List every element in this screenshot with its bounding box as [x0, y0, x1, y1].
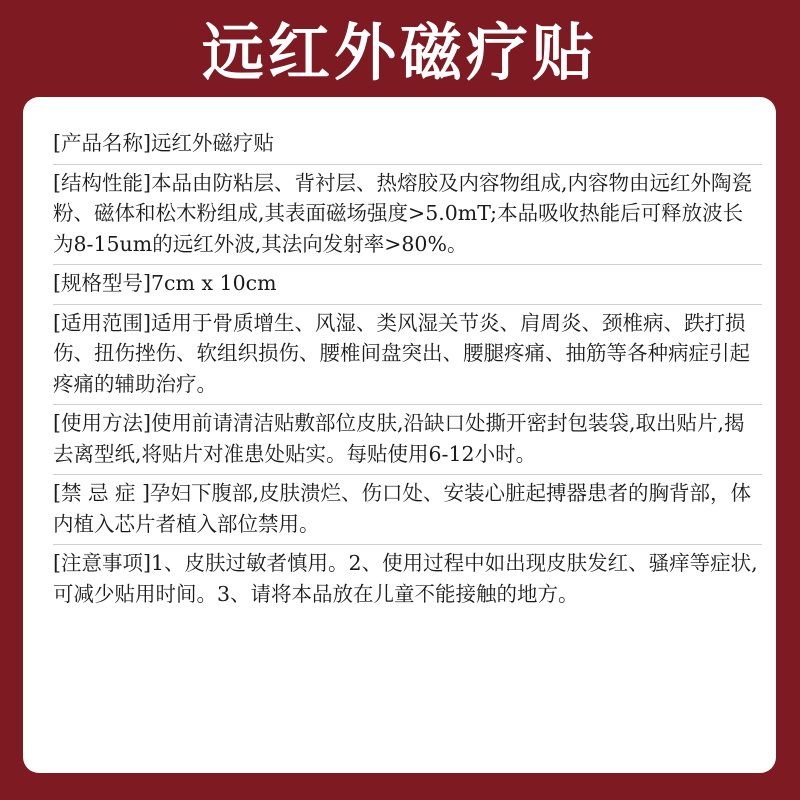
page-title: 远红外磁疗贴	[201, 16, 598, 89]
section-text: [适用范围]适用于骨质增生、风湿、类风湿关节炎、肩周炎、颈椎病、跌打损伤、扭伤挫伤、软组织损伤、腰椎间盘突出、腰腿疼痛、抽筋等各种病症引起疼痛的辅助治疗。	[53, 310, 750, 396]
section-usage-method	[53, 405, 762, 475]
section-text: [规格型号]7cm x 10cm	[53, 271, 277, 295]
section-scope-of-use	[53, 305, 762, 406]
section-text: [注意事项]1、皮肤过敏者慎用。2、使用过程中如出现皮肤发红、骚痒等症状,可减少贴用时间。3、请将本品放在儿童不能接触的地方。	[53, 551, 758, 606]
section-text: [禁 忌 症 ]孕妇下腹部,皮肤溃烂、伤口处、安装心脏起搏器患者的胸背部，体内植入芯片者植入部位禁用。	[53, 481, 752, 536]
section-specification	[53, 265, 762, 305]
section-text: [结构性能]本品由防粘层、背衬层、热熔胶及内容物组成,内容物由远红外陶瓷粉、磁体和松木粉组成,其表面磁场强度>5.0mT;本品吸收热能后可释放波长为8-15um的远红外波,其法向发射率>80%。	[53, 170, 753, 256]
section-text: [产品名称]远红外磁疗贴	[53, 131, 274, 155]
section-text: [使用方法]使用前请清洁贴敷部位皮肤,沿缺口处撕开密封包装袋,取出贴片,揭去离型纸,将贴片对准患处贴实。每贴使用6-12小时。	[53, 411, 745, 466]
instruction-card	[23, 97, 776, 773]
section-precautions	[53, 545, 762, 614]
section-product-name	[53, 125, 762, 165]
section-contraindications	[53, 475, 762, 545]
section-structure-performance	[53, 165, 762, 266]
